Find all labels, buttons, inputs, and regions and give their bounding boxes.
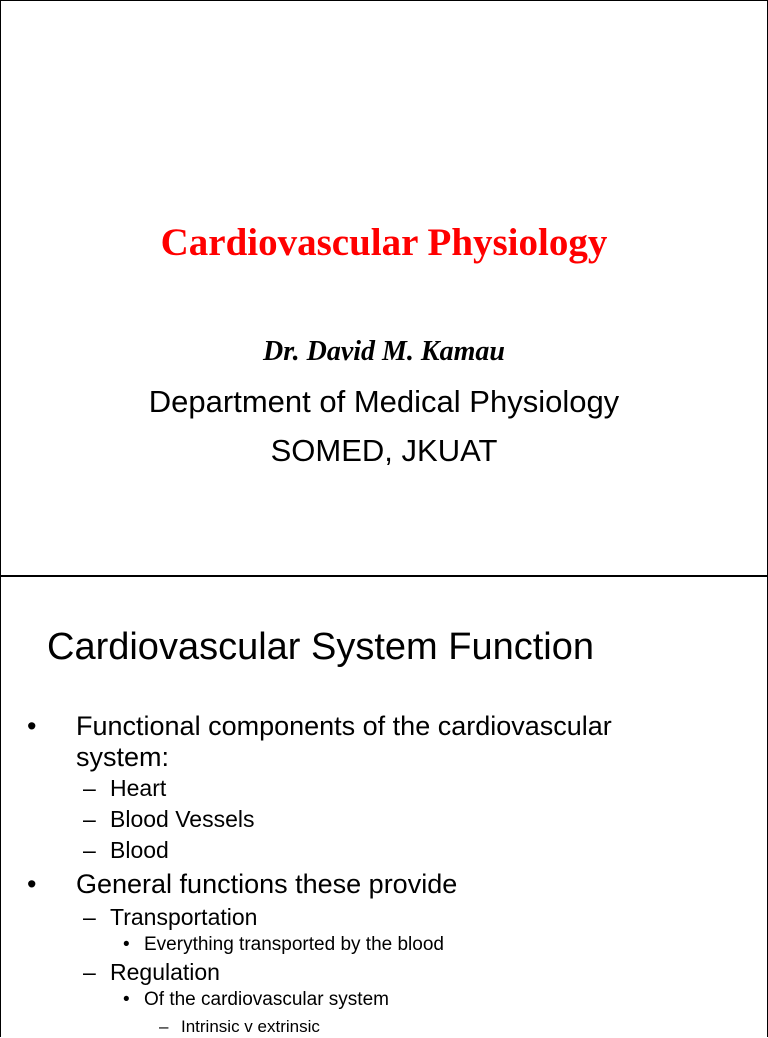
bullet-marker: •	[27, 869, 37, 899]
bullet-text: General functions these provide	[76, 869, 458, 899]
slide-heading: Cardiovascular System Function	[47, 626, 594, 668]
dash-marker: –	[83, 904, 96, 930]
bullet-text: Functional components of the cardiovascular	[76, 711, 612, 741]
bullet-marker-small: •	[123, 989, 130, 1010]
sub-item-regulation: Regulation	[110, 959, 220, 985]
detail-regulation: Of the cardiovascular system	[144, 989, 389, 1010]
detail-intrinsic-extrinsic: Intrinsic v extrinsic	[181, 1017, 320, 1036]
sub-item-blood: Blood	[110, 837, 169, 863]
institution-name: SOMED, JKUAT	[270, 433, 498, 468]
author-name: Dr. David M. Kamau	[263, 336, 505, 367]
sub-item-transportation: Transportation	[110, 904, 258, 930]
sub-item-heart: Heart	[110, 775, 167, 801]
detail-transportation: Everything transported by the blood	[144, 934, 444, 955]
bullet-marker: •	[27, 711, 37, 741]
sub-item-blood-vessels: Blood Vessels	[110, 806, 255, 832]
department-name: Department of Medical Physiology	[148, 384, 620, 419]
slide-title: Cardiovascular Physiology	[160, 221, 608, 264]
dash-marker: –	[83, 959, 96, 985]
dash-marker: –	[83, 837, 96, 863]
dash-marker-small: –	[159, 1017, 169, 1036]
bullet-marker-small: •	[123, 934, 130, 955]
dash-marker: –	[83, 775, 96, 801]
bullet-text-continued: system:	[76, 742, 170, 772]
content-slide	[0, 576, 768, 1037]
dash-marker: –	[83, 806, 96, 832]
